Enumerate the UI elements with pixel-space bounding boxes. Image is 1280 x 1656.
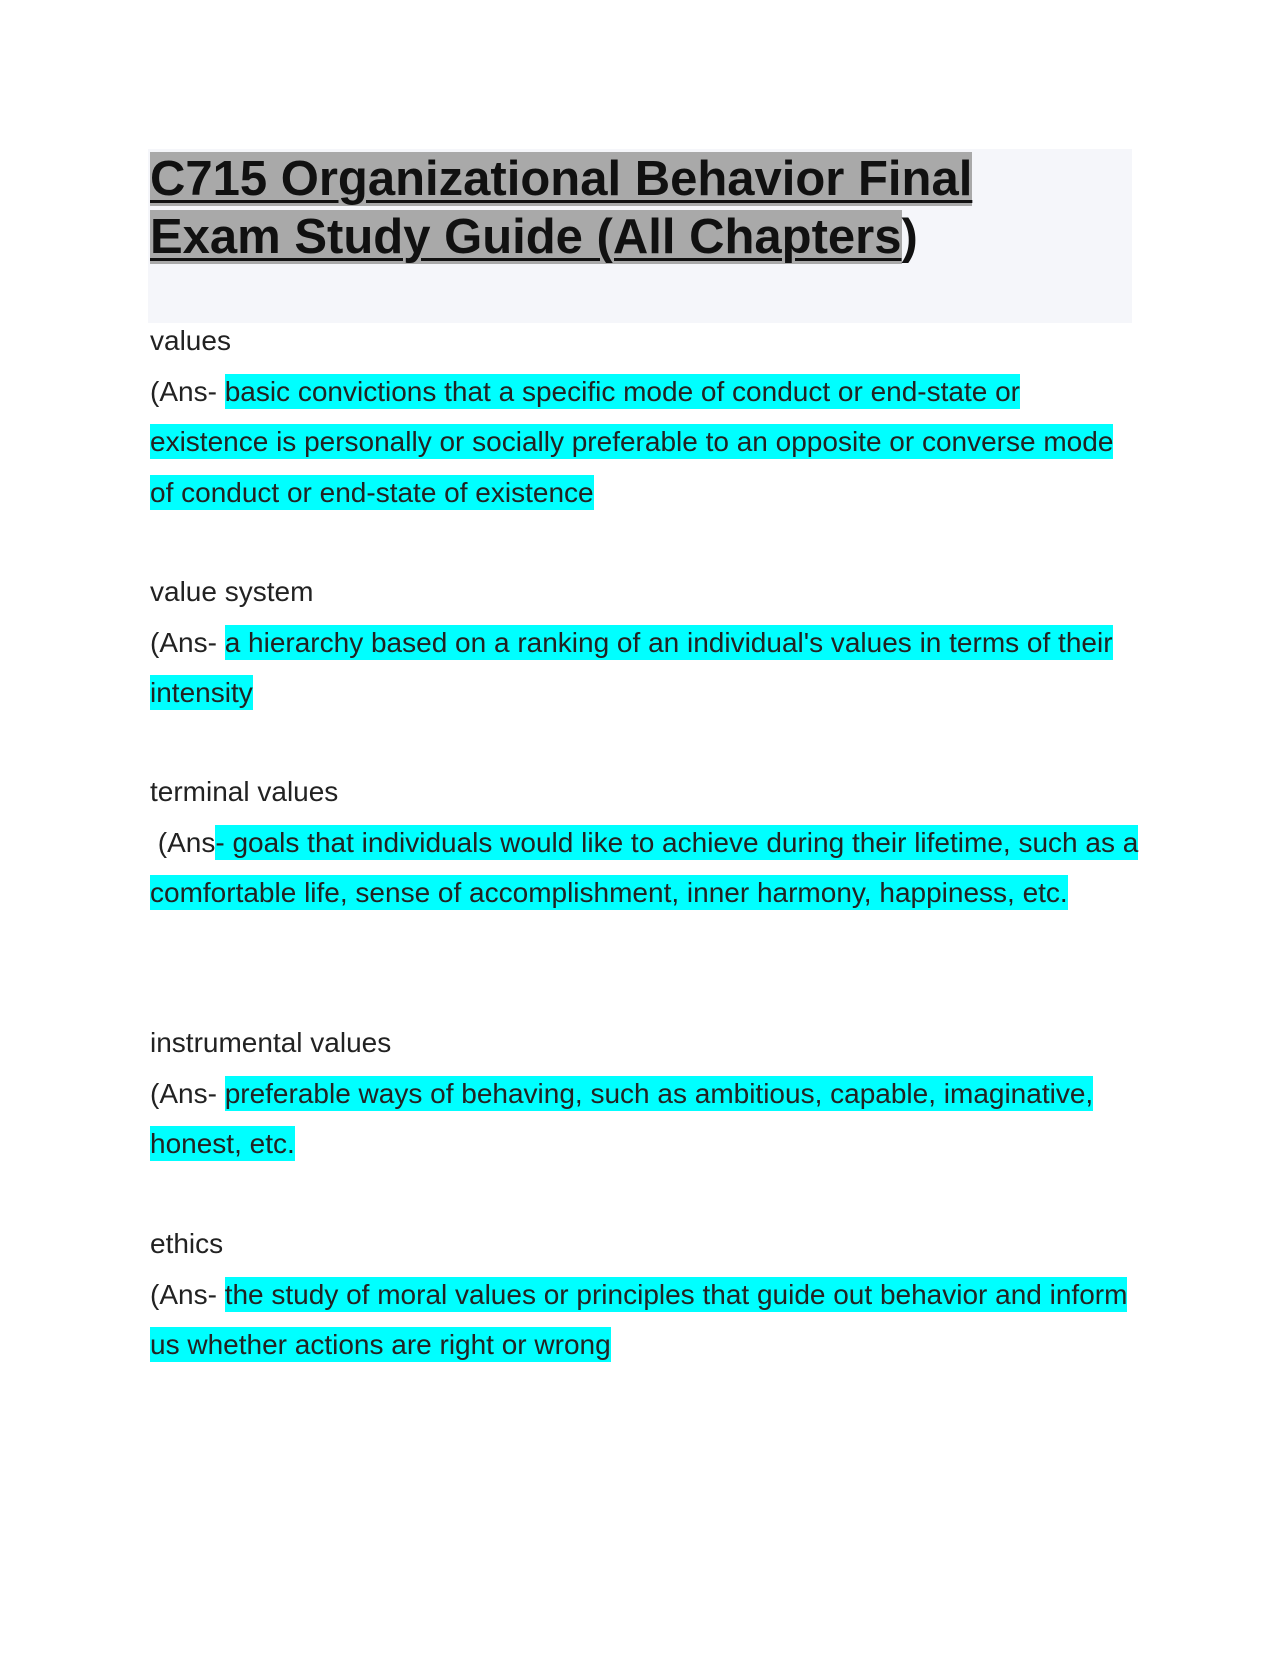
document-title-highlighted: C715 Organizational Behavior Final Exam Study Guide (All Chapters [150,152,973,264]
entry-term: value system [150,576,314,607]
document-title-tail: ) [901,210,918,264]
entry-answer [150,1076,1093,1162]
document-title [150,150,1050,266]
answer-definition: the study of moral values or principles that guide out behavior and inform us whether actions are right or wrong [150,1278,1128,1360]
study-entry-instrumental-values [150,1018,1140,1170]
answer-definition: - goals that individuals would like to achieve during their lifetime, such as a comfortable life, sense of accomplishment, inner harmony, happiness, etc. [150,826,1139,908]
answer-prefix: (Ans- [150,375,225,407]
answer-definition: a hierarchy based on a ranking of an individual's values in terms of their intensity [150,626,1113,708]
entry-term: ethics [150,1228,224,1259]
answer-prefix: (Ans- [150,626,225,658]
study-entry-values [150,316,1140,518]
study-entry-value-system [150,567,1140,719]
entry-term: values [150,325,231,356]
answer-prefix: (Ans- [150,1077,225,1109]
entry-answer [150,1277,1127,1363]
entry-answer [150,625,1113,711]
answer-definition: preferable ways of behaving, such as ambitious, capable, imaginative, honest, etc. [150,1077,1094,1159]
answer-prefix: (Ans- [150,1278,225,1310]
answer-prefix: (Ans [150,826,216,858]
answer-definition: basic convictions that a specific mode of conduct or end-state or existence is personally or socially preferable to an opposite or converse mode of conduct or end-state of existence [150,375,1114,508]
entry-term: terminal values [150,776,339,807]
entry-answer [150,825,1138,911]
study-entry-ethics [150,1219,1140,1371]
entry-answer [150,374,1113,510]
entry-term: instrumental values [150,1027,392,1058]
study-entry-terminal-values [150,767,1140,919]
